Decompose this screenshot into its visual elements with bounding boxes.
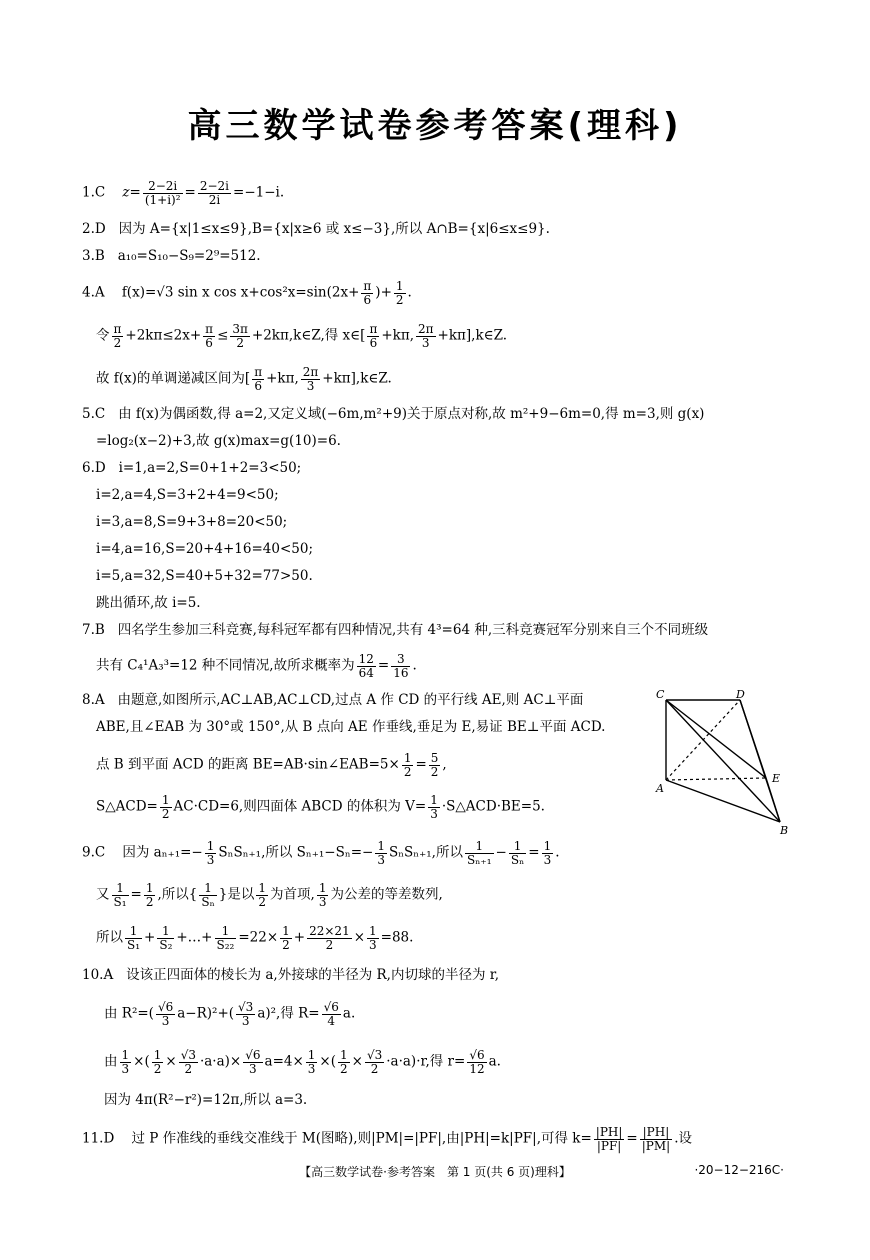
answer-4: 4.A f(x)=√3 sin x cos x+cos²x=sin(2x+ $\frac{\pi}{6}$ )+ $\frac{1}{2}$ . [82, 279, 412, 307]
label-d: D [736, 688, 745, 701]
footer-text: 【高三数学试卷·参考答案 第 1 页(共 6 页)理科】 [299, 1165, 571, 1179]
fraction: $\frac{1}{2}$ [395, 279, 404, 307]
label-e: E [772, 772, 781, 785]
answer-8: 8.A 由题意,如图所示,AC⊥AB,AC⊥CD,过点 A 作 CD 的平行线 AE,则 AC⊥平面 [82, 692, 584, 708]
answer-number: 4.A [82, 284, 105, 301]
answer-number: 10.A [82, 967, 114, 983]
fraction: $\frac{\pi}{6}$ [369, 322, 378, 350]
fraction: $\frac{\pi}{6}$ [363, 279, 372, 307]
answer-number: 9.C [82, 844, 106, 861]
answer-4-line-2: 令 $\frac{\pi}{2}$ +2kπ≤2x+ $\frac{\pi}{6}$ ≤ $\frac{3\pi}{2}$ +2kπ,k∈Z,得 x∈[ $\frac{\pi}{6}$ +kπ, $\frac{2\pi}{3}$ +kπ],k∈Z. [96, 322, 508, 350]
edge-ab [666, 780, 780, 822]
answer-8-line-2: ABE,且∠EAB 为 30°或 150°,从 B 点向 AE 作垂线,垂足为 E,易证 BE⊥平面 ACD. [96, 719, 606, 735]
fraction: $\frac{1}{\text{S₂}}$ [159, 924, 173, 952]
fraction: $\frac{√3}{3}$ [238, 1000, 254, 1028]
fraction: $\frac{1}{3}$ [369, 924, 377, 952]
fraction: $\frac{2-2i}{2i}$ [199, 179, 230, 207]
fraction: $\frac{√6}{3}$ [157, 1000, 174, 1028]
fraction: $\frac{1}{3}$ [377, 839, 385, 867]
answer-7: 7.B 四名学生参加三科竞赛,每科冠军都有四种情况,共有 4³=64 种,三科竞赛冠军分别来自三个不同班级 [82, 622, 709, 638]
fraction: $\frac{|PH|}{|PF|}$ [595, 1125, 623, 1153]
fraction: $\frac{1}{2}$ [282, 924, 290, 952]
edge-ce [666, 700, 766, 778]
fraction: $\frac{1}{\text{Sₙ}}$ [510, 839, 525, 867]
answer-10-line-4: 因为 4π(R²−r²)=12π,所以 a=3. [104, 1092, 308, 1108]
answer-6-line: 跳出循环,故 i=5. [96, 595, 201, 611]
fraction: $\frac{2\pi}{3}$ [302, 365, 319, 393]
answer-5: 5.C 由 f(x)为偶函数,得 a=2,又定义域(−6m,m²+9)关于原点对称,故 m²+9−6m=0,得 m=3,则 g(x) [82, 406, 705, 422]
answer-1: 1.C z= $\frac{2-2i}{\text{(1+i)²}}$ = $\frac{2-2i}{2i}$ =−1−i. [82, 179, 285, 207]
answer-number: 1.C [82, 184, 106, 201]
page-footer [0, 1163, 870, 1180]
fraction: $\frac{1}{\text{S₂₂}}$ [216, 924, 235, 952]
fraction: $\frac{2\pi}{3}$ [417, 322, 434, 350]
fraction: $\frac{√6}{12}$ [469, 1048, 485, 1076]
fraction: $\frac{12}{64}$ [358, 652, 374, 680]
fraction: $\frac{1}{2}$ [403, 751, 412, 779]
answer-6-line: i=2,a=4,S=3+2+4=9<50; [96, 487, 279, 503]
fraction: $\frac{1}{3}$ [430, 793, 438, 821]
answer-4-line-3: 故 f(x)的单调递减区间为[ $\frac{\pi}{6}$ +kπ, $\frac{2\pi}{3}$ +kπ],k∈Z. [96, 365, 392, 393]
fraction: $\frac{22\times 21}{2}$ [309, 924, 350, 952]
answer-6: 6.D i=1,a=2,S=0+1+2=3<50; [82, 460, 302, 476]
fraction: $\frac{1}{2}$ [153, 1048, 162, 1076]
fraction: $\frac{3\pi}{2}$ [232, 322, 248, 350]
document-code: ·20−12−216C· [694, 1163, 784, 1177]
answer-10-line-3: 由 $\frac{1}{3}$ ×( $\frac{1}{2}$ × $\frac{√3}{2}$ ·a·a)× $\frac{√6}{3}$ a=4× $\frac{1}{3}$ ×( $\frac{1}{2}$ × $\frac{√3}{2}$ ·a·a)·r,得 r= $\frac{√6}{12}$ a. [104, 1048, 501, 1076]
fraction: $\frac{\pi}{6}$ [205, 322, 214, 350]
answer-5-line-2: =log₂(x−2)+3,故 g(x)max=g(10)=6. [96, 433, 341, 449]
answer-number: 6.D [82, 460, 106, 476]
answer-2: 2.D 因为 A={x|1≤x≤9},B={x|x≥6 或 x≤−3},所以 A∩B={x|6≤x≤9}. [82, 221, 550, 237]
fraction: $\frac{\pi}{6}$ [254, 365, 263, 393]
answer-number: 8.A [82, 692, 105, 708]
answer-number: 11.D [82, 1130, 115, 1147]
page-title: 高三数学试卷参考答案(理科) [187, 106, 683, 146]
fraction: $\frac{1}{2}$ [161, 793, 170, 821]
answer-9: 9.C 因为 aₙ₊₁=− $\frac{1}{3}$ SₙSₙ₊₁,所以 Sₙ₊₁−Sₙ=− $\frac{1}{3}$ SₙSₙ₊₁,所以 $\frac{1}{\text{Sₙ₊₁}}$ − $\frac{1}{\text{Sₙ}}$ = $\frac{1}{3}$ . [82, 839, 560, 867]
answer-7-line-2: 共有 C₄¹A₃³=12 种不同情况,故所求概率为 $\frac{12}{64}$ = $\frac{3}{16}$ . [96, 652, 417, 680]
fraction: $\frac{1}{2}$ [340, 1048, 348, 1076]
fraction: $\frac{1}{3}$ [121, 1048, 130, 1076]
answer-9-line-2: 又 $\frac{1}{\text{S₁}}$ = $\frac{1}{2}$ ,所以{ $\frac{1}{\text{Sₙ}}$ }是以 $\frac{1}{2}$ 为首项, $\frac{1}{3}$ 为公差的等差数列, [96, 881, 443, 909]
fraction: $\frac{1}{2}$ [145, 881, 154, 909]
answer-9-line-3: 所以 $\frac{1}{\text{S₁}}$ + $\frac{1}{\text{S₂}}$ +…+ $\frac{1}{\text{S₂₂}}$ =22× $\frac{1}{2}$ + $\frac{22\times 21}{2}$ × $\frac{1}{3}$ =88. [96, 924, 414, 952]
answer-6-line: i=4,a=16,S=20+4+16=40<50; [96, 541, 313, 557]
answer-number: 7.B [82, 622, 105, 638]
fraction: $\frac{1}{3}$ [543, 839, 552, 867]
fraction: $\frac{√6}{4}$ [323, 1000, 339, 1028]
answer-10-line-2: 由 R²=( $\frac{√6}{3}$ a−R)²+( $\frac{√3}{3}$ a)²,得 R= $\frac{√6}{4}$ a. [104, 1000, 356, 1028]
fraction: $\frac{\pi}{2}$ [113, 322, 122, 350]
fraction: $\frac{1}{\text{S₁}}$ [113, 881, 127, 909]
fraction: $\frac{2-2i}{\text{(1+i)²}}$ [144, 179, 181, 207]
label-c: C [656, 688, 665, 701]
answer-6-line: i=5,a=32,S=40+5+32=77>50. [96, 568, 313, 584]
answer-number: 2.D [82, 221, 106, 237]
label-a: A [656, 782, 664, 795]
fraction: $\frac{1}{3}$ [307, 1048, 316, 1076]
answer-8-line-4: S△ACD= $\frac{1}{2}$ AC·CD=6,则四面体 ABCD 的体积为 V= $\frac{1}{3}$ ·S△ACD·BE=5. [96, 793, 545, 821]
label-b: B [780, 824, 789, 837]
edge-ae-hidden [666, 778, 766, 780]
fraction: $\frac{1}{2}$ [258, 881, 267, 909]
fraction: $\frac{√6}{3}$ [245, 1048, 261, 1076]
answer-number: 5.C [82, 406, 106, 422]
fraction: $\frac{1}{3}$ [206, 839, 215, 867]
fraction: $\frac{3}{16}$ [393, 652, 409, 680]
fraction: $\frac{1}{\text{S₁}}$ [127, 924, 141, 952]
fraction: $\frac{√3}{2}$ [366, 1048, 383, 1076]
fraction: $\frac{1}{3}$ [318, 881, 327, 909]
answer-11: 11.D 过 P 作准线的垂线交准线于 M(图略),则|PM|=|PF|,由|PH|=k|PF|,可得 k= $\frac{|PH|}{|PF|}$ = $\frac{|PH|}{|PM|}$ .设 [82, 1125, 692, 1153]
fraction: $\frac{1}{\text{Sₙ₊₁}}$ [466, 839, 492, 867]
answer-10: 10.A 设该正四面体的棱长为 a,外接球的半径为 R,内切球的半径为 r, [82, 967, 500, 983]
answer-3: 3.B a₁₀=S₁₀−S₉=2⁹=512. [82, 248, 261, 264]
fraction: $\frac{1}{\text{Sₙ}}$ [201, 881, 215, 909]
fraction: $\frac{5}{2}$ [430, 751, 439, 779]
tetrahedron-figure [654, 688, 794, 838]
fraction: $\frac{√3}{2}$ [180, 1048, 196, 1076]
fraction: $\frac{|PH|}{|PM|}$ [641, 1125, 671, 1153]
answer-8-line-3: 点 B 到平面 ACD 的距离 BE=AB·sin∠EAB=5× $\frac{1}{2}$ = $\frac{5}{2}$ , [96, 751, 447, 779]
answer-number: 3.B [82, 248, 105, 264]
answer-6-line: i=3,a=8,S=9+3+8=20<50; [96, 514, 288, 530]
